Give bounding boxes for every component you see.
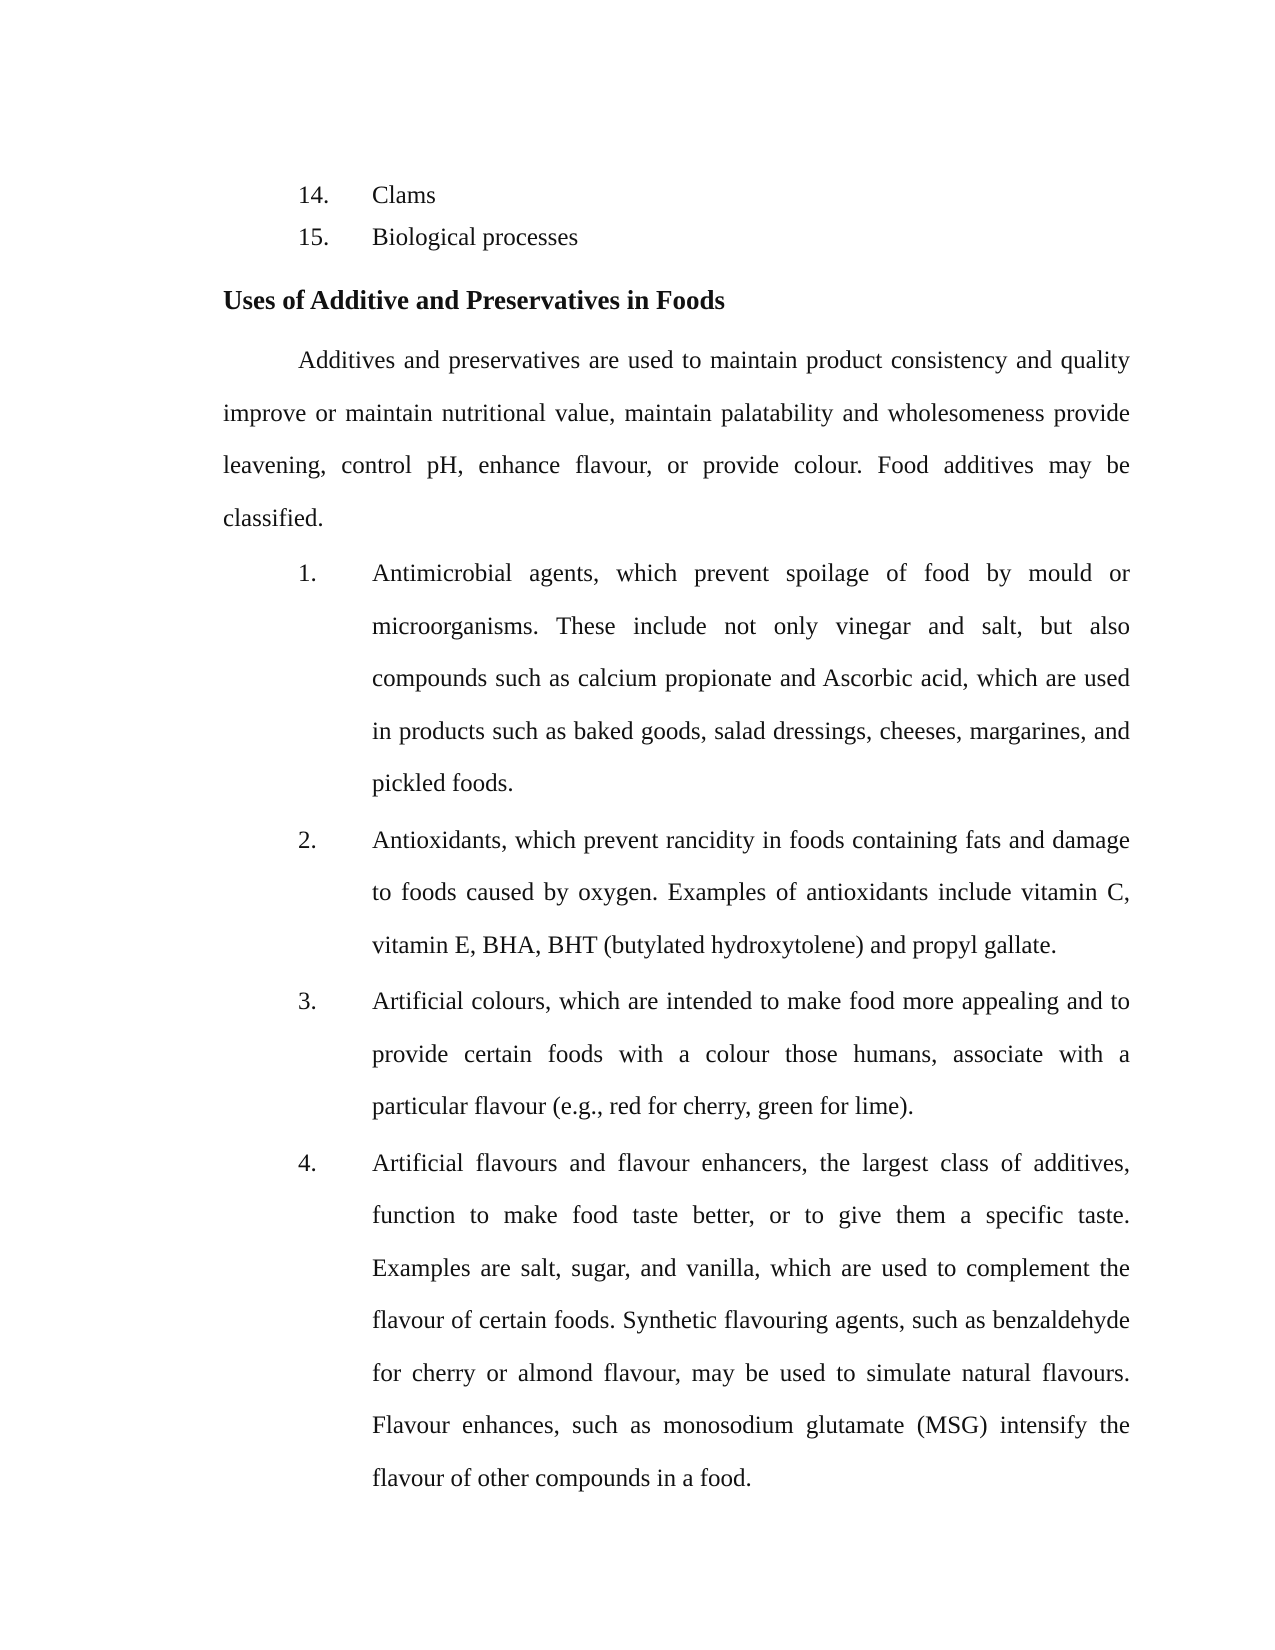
list-item-number: 4.	[298, 1149, 317, 1177]
continued-list	[223, 175, 1130, 259]
list-item-text: Antimicrobial agents, which prevent spoilage of food by mould or microorganisms. These include not only vinegar and salt, but also compounds such as calcium propionate and Ascorbic acid, which are used in products such as baked goods, salad dressings, cheeses, margarines, and pickled foods.	[372, 560, 1130, 797]
list-item-text: Antioxidants, which prevent rancidity in foods containing fats and damage to foods caused by oxygen. Examples of antioxidants include vitamin C, vitamin E, BHA, BHT (butylated hydroxytolene) and propyl gallate.	[372, 826, 1130, 959]
list-item-number: 1.	[298, 560, 317, 587]
list-item	[223, 976, 1130, 1134]
list-item	[223, 548, 1130, 811]
list-item-text: Artificial colours, which are intended to make food more appealing and to provide certain foods with a colour those humans, associate with a particular flavour (e.g., red for cherry, green for lime).	[372, 988, 1130, 1120]
additive-classification-list	[223, 548, 1130, 1509]
list-item	[223, 175, 1130, 217]
section-heading: Uses of Additive and Preservatives in Foods	[223, 285, 726, 315]
list-item	[223, 1138, 1130, 1506]
list-item-number: 15.	[298, 224, 330, 251]
list-item-text: Clams	[372, 182, 436, 209]
body-paragraph: Additives and preservatives are used to maintain product consistency and quality improve or maintain nutritional value, maintain palatability and wholesomeness provide leavening, control pH, enhance flavour, or provide colour. Food additives may be classified.	[223, 347, 1130, 532]
list-item-number: 2.	[298, 826, 317, 854]
list-item	[223, 217, 1130, 259]
list-item-text: Artificial flavours and flavour enhancers, the largest class of additives, function to make food taste better, or to give them a specific taste. Examples are salt, sugar, and vanilla, which are used to complement the flavour of certain foods. Synthetic flavouring agents, such as benzaldehyde for cherry or almond flavour, may be used to simulate natural flavours. Flavour enhances, such as monosodium glutamate (MSG) intensify the flavour of other compounds in a food.	[372, 1149, 1130, 1492]
list-item	[223, 815, 1130, 973]
list-item-number: 3.	[298, 988, 317, 1015]
list-item-number: 14.	[298, 182, 330, 209]
list-item-text: Biological processes	[372, 224, 579, 251]
